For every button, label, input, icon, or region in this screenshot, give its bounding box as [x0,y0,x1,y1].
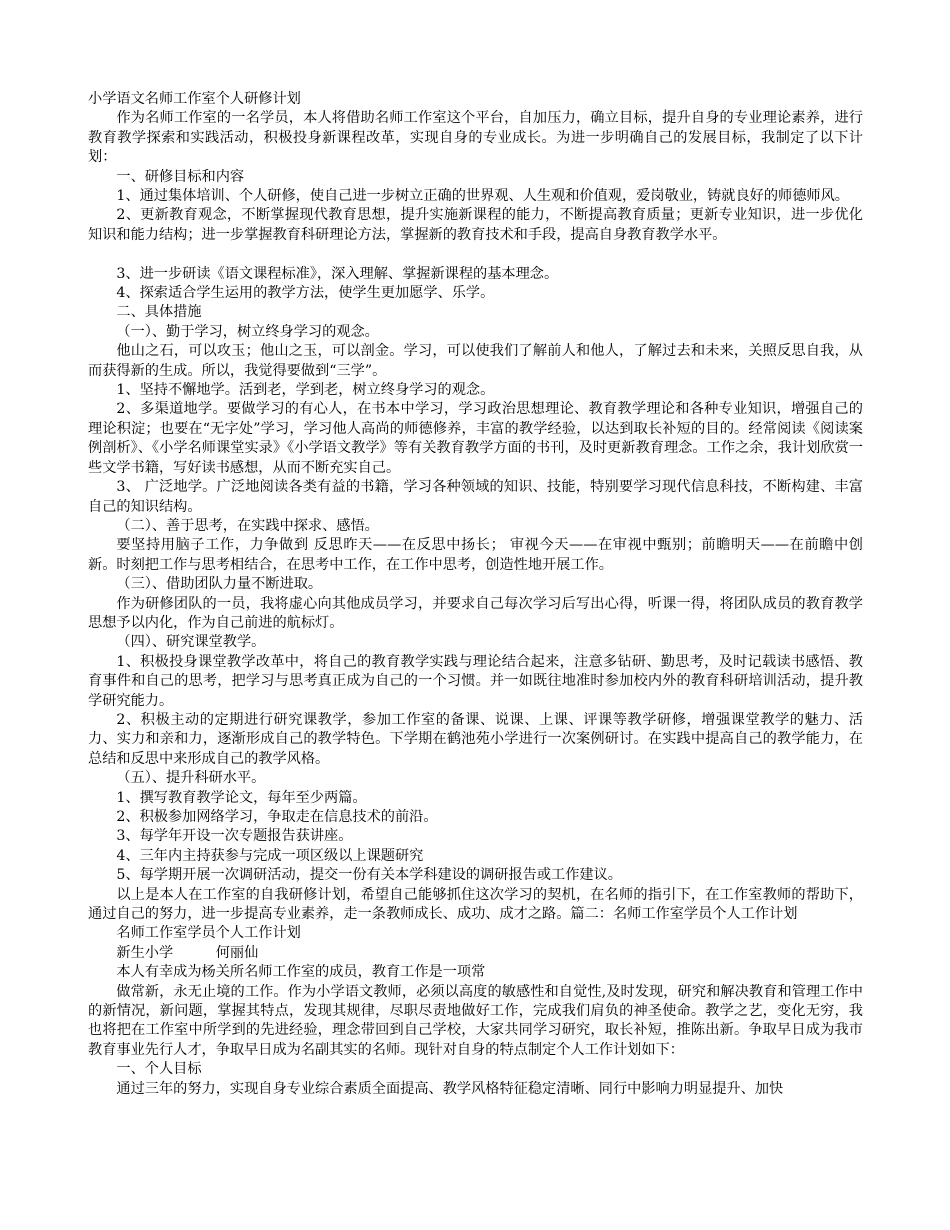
author-line: 新生小学 何丽仙 [116,944,259,961]
subsection-heading: （三）、借助团队力量不断进取。 [116,576,323,593]
paragraph: 3、 广泛地学。广泛地阅读各类有益的书籍，学习各种领域的知识、技能，特别要学习现代信息科技，不断构建、丰富自己的知识结构。 [88,479,863,515]
paragraph: 他山之石，可以攻玉；他山之玉，可以剖金。学习，可以使我们了解前人和他人，了解过去和未来，关照反思自我，从而获得新的生成。所以，我觉得要做到“三学”。 [88,343,863,379]
paragraph: 要坚持用脑子工作，力争做到 反思昨天——在反思中扬长； 审视今天——在审视中甄别；前瞻明天——在前瞻中创新。时刻把工作与思考相结合，在思考中工作，在工作中思考，创造性地开展工作。 [88,537,863,573]
paragraph: 2、多渠道地学。要做学习的有心人，在书本中学习，学习政治思想理论、教育教学理论和各种专业知识，增强自己的理论积淀；也要在“无字处”学习，学习他人高尚的师德修养，丰富的教学经验，以达到取长补短的目的。经常阅读《阅读案例剖析》、《小学名师课堂实录》《小学语文教学》等有关教育教学方面的书刊，及时更新教育理念。工作之余，我计划欣赏一些文学书籍，写好读书感想，从而不断充实自己。 [88,401,863,476]
list-item: 5、每学期开展一次调研活动，提交一份有关本学科建设的调研报告或工作建议。 [116,867,622,884]
paragraph: 3、进一步研读《语文课程标准》，深入理解、掌握新课程的基本理念。 [116,265,559,282]
paragraph: 1、坚持不懈地学。活到老，学到老，树立终身学习的观念。 [116,382,495,399]
document-page [88,90,863,1099]
paragraph: 作为研修团队的一员，我将虚心向其他成员学习，并要求自己每次学习后写出心得，听课一得，将团队成员的教育教学思想予以内化，作为自己前进的航标灯。 [88,595,863,631]
subsection-heading: （五）、提升科研水平。 [116,770,266,787]
document-title: 小学语文名师工作室个人研修计划 [88,91,301,107]
section-heading: 二、具体措施 [116,304,202,321]
paragraph: 本人有幸成为杨关所名师工作室的成员，教育工作是一项常 [116,964,486,981]
subsection-heading: （一）、勤于学习，树立终身学习的观念。 [116,323,379,340]
section-heading: 一、个人目标 [116,1061,202,1078]
paragraph: 2、积极主动的定期进行研究课教学，参加工作室的备课、说课、上课、评课等教学研修，增强课堂教学的魅力、活力、实力和亲和力，逐渐形成自己的教学特色。下学期在鹤池苑小学进行一次案例研讨。在实践中提高自己的教学能力，在总结和反思中来形成自己的教学风格。 [88,711,863,767]
paragraph: 以上是本人在工作室的自我研修计划，希望自己能够抓住这次学习的契机，在名师的指引下，在工作室教师的帮助下，通过自己的努力，进一步提高专业素养，走一条教师成长、成功、成才之路。篇二：名师工作室学员个人工作计划 [88,886,863,923]
paragraph: 1、积极投身课堂教学改革中，将自己的教育教学实践与理论结合起来，注意多钻研、勤思考，及时记载读书感悟、教育事件和自己的思考，把学习与思考真正成为自己的一个习惯。并一如既往地准时参加校内外的教育科研培训活动，提升教学研究能力。 [88,653,863,709]
paragraph: 4、探索适合学生运用的教学方法，使学生更加愿学、乐学。 [116,285,495,302]
paragraph: 作为名师工作室的一名学员，本人将借助名师工作室这个平台，自加压力，确立目标，提升自身的专业理论素养，进行教育教学探索和实践活动，积极投身新课程改革，实现自身的专业成长。为进一步明确自己的发展目标，我制定了以下计划： [88,110,863,166]
subsection-heading: （二）、善于思考，在实践中探求、感悟。 [116,517,379,534]
list-item: 2、积极参加网络学习，争取走在信息技术的前沿。 [116,809,438,826]
subsection-heading: （四）、研究课堂教学。 [116,634,266,651]
paragraph: 2、更新教育观念，不断掌握现代教育思想，提升实施新课程的能力，不断提高教育质量；更新专业知识，进一步优化知识和能力结构；进一步掌握教育科研理论方法，掌握新的教育技术和手段，提高自身教育教学水平。 [88,207,863,243]
list-item: 1、撰写教育教学论文，每年至少两篇。 [116,789,367,806]
paragraph: 1、通过集体培训、个人研修，使自己进一步树立正确的世界观、人生观和价值观，爱岗敬业，铸就良好的师德师风。 [116,188,849,205]
paragraph: 通过三年的努力，实现自身专业综合素质全面提高、教学风格特征稳定清晰、同行中影响力明显提升、加快 [116,1080,784,1097]
section-title: 名师工作室学员个人工作计划 [116,925,301,942]
section-heading: 一、研修目标和内容 [116,168,245,185]
list-item: 4、三年内主持获参与完成一项区级以上课题研究 [116,847,424,864]
list-item: 3、每学年开设一次专题报告获讲座。 [116,828,353,845]
paragraph: 做常新，永无止境的工作。作为小学语文教师，必须以高度的敏感性和自觉性,及时发现，研究和解决教育和管理工作中的新情况，新问题，掌握其特点，发现其规律，尽职尽责地做好工作，完成我们肩负的神圣使命。教学之艺，变化无穷，我也将把在工作室中所学到的先进经验，理念带回到自己学校，大家共同学习研究，取长补短，推陈出新。争取早日成为我市教育事业先行人才，争取早日成为名副其实的名师。现针对自身的特点制定个人工作计划如下： [88,983,863,1058]
